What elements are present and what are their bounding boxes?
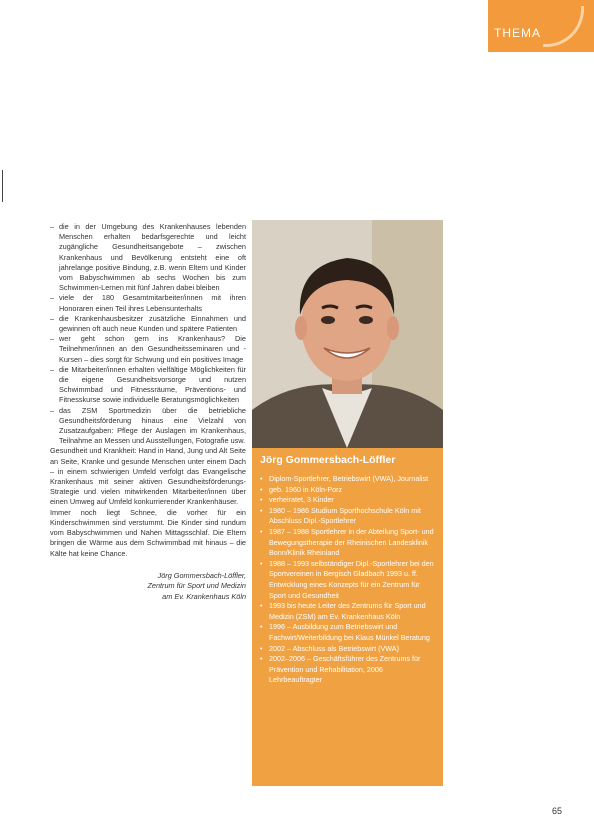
list-item: • 2002–2006 – Geschäftsführer des Zentrums für Prävention und Rehabilitation, 2006 Lehrbeauftragter bbox=[260, 654, 438, 686]
signature-line: Jörg Gommersbach-Löffler, bbox=[157, 570, 246, 580]
article-paragraph: Immer noch liegt Schnee, die vorher für ein Kinderschwimmen sind verstummt. Die Kinder sind rundum vom Babyschwimmen und Nahen Mittagsschlaf. Die Eltern bringen die Wärme aus dem Schwimmbad mit hinaus – die Kälte hat keine Chance. bbox=[50, 507, 246, 558]
portrait-illustration bbox=[252, 220, 443, 448]
article-bullet-list bbox=[50, 222, 246, 446]
list-item: • geb. 1960 in Köln-Porz bbox=[260, 485, 438, 496]
list-item: • 1993 bis heute Leiter des Zentrums für Sport und Medizin (ZSM) am Ev. Krankenhaus Köln bbox=[260, 601, 438, 622]
list-item: – das ZSM Sportmedizin über die betriebliche Gesundheitsförderung hinaus eine Vielzahl von Zusatzaufgaben: Pflege der Auslagen im Krankenhaus, Teilnahme an Messen und Ausstellungen, Fotografie usw. bbox=[50, 406, 246, 447]
list-item: • verheiratet, 3 Kinder bbox=[260, 495, 438, 506]
author-portrait bbox=[252, 220, 443, 448]
list-item: – wer geht schon gern ins Krankenhaus? Die Teilnehmer/innen an den Gesundheitsseminaren und -Kursen – dies sorgt für Schwung und ein positives Image bbox=[50, 334, 246, 365]
list-item: • 1988 – 1993 selbständiger Dipl.-Sportlehrer bei den Sportvereinen in Bergisch Gladbach 1993 u. ff. Entwicklung eines Konzepts für ein Zentrum für Sport und Gesundheit bbox=[260, 559, 438, 601]
list-item: – viele der 180 Gesamtmitarbeiter/innen mit ihren Honoraren einen Teil ihres Lebensunterhalts bbox=[50, 293, 246, 313]
author-signature bbox=[50, 571, 246, 602]
signature-line: Zentrum für Sport und Medizin bbox=[147, 581, 246, 591]
list-item: • 1996 – Ausbildung zum Betriebswirt und Fachwirt/Weiterbildung bei Klaus Münkel Beratung bbox=[260, 622, 438, 643]
decorative-curve bbox=[543, 6, 584, 47]
left-edge-mark bbox=[2, 170, 3, 202]
bio-name: Jörg Gommersbach-Löffler bbox=[260, 454, 396, 466]
author-bio-box bbox=[252, 448, 443, 786]
page-number: 65 bbox=[552, 806, 563, 816]
list-item: • 1987 – 1988 Sportlehrer in der Abteilung Sport- und Bewegungstherapie der Rheinischen Landesklinik Bonn/Klinik Rheinland bbox=[260, 527, 438, 559]
signature-line: am Ev. Krankenhaus Köln bbox=[162, 591, 246, 601]
list-item: – die Mitarbeiter/innen erhalten vielfältige Möglichkeiten für die eigene Gesundheitsvorsorge und nutzen Schwimmbad und Fitnessräume, Präventions- und Fitnesskurse sowie individuelle Beratungsmöglichkeiten bbox=[50, 365, 246, 406]
list-item: • Diplom-Sportlehrer, Betriebswirt (VWA), Journalist bbox=[260, 474, 438, 485]
list-item: – die Krankenhausbesitzer zusätzliche Einnahmen und gewinnen oft auch neue Kunden und spätere Patienten bbox=[50, 314, 246, 334]
section-label: THEMA bbox=[494, 26, 541, 40]
article-text-column bbox=[50, 222, 246, 602]
list-item: • 2002 – Abschluss als Betriebswirt (VWA) bbox=[260, 644, 438, 655]
article-paragraph: Gesundheit und Krankheit: Hand in Hand, Jung und Alt Seite an Seite, Kranke und gesunde Menschen unter einem Dach – in einem schwierigen Umfeld verfolgt das Evangelische Krankenhaus mit seiner aktiven Gesundheitsförderungs-Strategie und vielen mitwirkenden Mitarbeiter/innen über einen Umweg auf Umfeld konkurrierender Krankenhäuser. bbox=[50, 446, 246, 507]
bio-list bbox=[260, 474, 438, 686]
list-item: • 1980 – 1986 Studium Sporthochschule Köln mit Abschluss Dipl.-Sportlehrer bbox=[260, 506, 438, 527]
list-item: – die in der Umgebung des Krankenhauses lebenden Menschen erhalten bedarfsgerechte und leicht zugängliche Gesundheitsangebote – zwischen Krankenhaus und Bevölkerung entsteht eine oft jahrelange positive Bindung, z.B. wenn Eltern und Kinder vom Babyschwimmen ab sechs Wochen bis zum Schwimmen-Lernen mit fünf Jahren dabei bleiben bbox=[50, 222, 246, 293]
